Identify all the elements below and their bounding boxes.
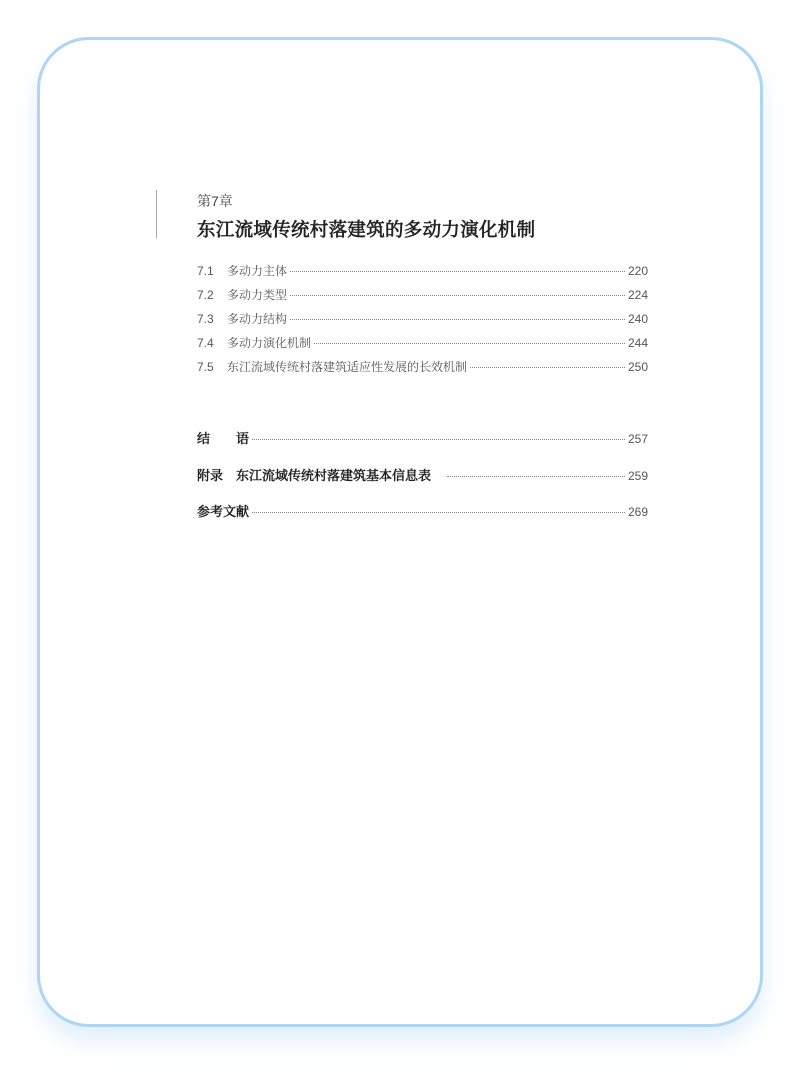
dot-leader	[290, 319, 625, 320]
dot-leader	[314, 343, 625, 344]
dot-leader	[290, 271, 625, 272]
toc-entry-appendix[interactable]	[197, 465, 648, 502]
section-title: 多动力结构	[227, 312, 288, 326]
toc-entry[interactable]	[197, 286, 648, 310]
section-title: 多动力主体	[227, 264, 288, 278]
toc-entry[interactable]	[197, 310, 648, 334]
entry-title: 附录 东江流域传统村落建筑基本信息表	[197, 468, 445, 484]
page-number: 257	[627, 432, 648, 446]
section-title: 多动力类型	[227, 288, 288, 302]
toc-entry[interactable]	[197, 262, 648, 286]
section-title: 多动力演化机制	[227, 336, 312, 350]
dot-leader	[470, 367, 625, 368]
back-matter-list	[197, 428, 648, 538]
section-number: 7.3	[197, 312, 214, 326]
toc-entry-references[interactable]	[197, 501, 648, 538]
section-number: 7.2	[197, 288, 214, 302]
section-number: 7.5	[197, 360, 214, 374]
dot-leader	[252, 439, 625, 440]
dot-leader	[252, 512, 625, 513]
dot-leader	[290, 295, 625, 296]
section-number: 7.1	[197, 264, 214, 278]
toc-entry[interactable]	[197, 358, 648, 382]
page-number: 244	[627, 336, 648, 350]
toc-entry[interactable]	[197, 334, 648, 358]
toc-entry-conclusion[interactable]	[197, 428, 648, 465]
chapter-divider-line	[156, 190, 157, 238]
section-list	[197, 262, 648, 382]
dot-leader	[447, 476, 625, 477]
section-number: 7.4	[197, 336, 214, 350]
page-number: 259	[627, 468, 648, 483]
entry-title: 结 语	[197, 432, 250, 447]
chapter-title: 东江流域传统村落建筑的多动力演化机制	[197, 220, 536, 241]
chapter-label: 第7章	[197, 193, 233, 209]
section-title: 东江流域传统村落建筑适应性发展的长效机制	[227, 360, 468, 374]
page-number: 240	[627, 312, 648, 326]
page-number: 269	[627, 505, 648, 519]
entry-title: 参考文献	[197, 505, 250, 520]
page-number: 250	[627, 360, 648, 374]
page-number: 224	[627, 288, 648, 302]
page-number: 220	[627, 264, 648, 278]
